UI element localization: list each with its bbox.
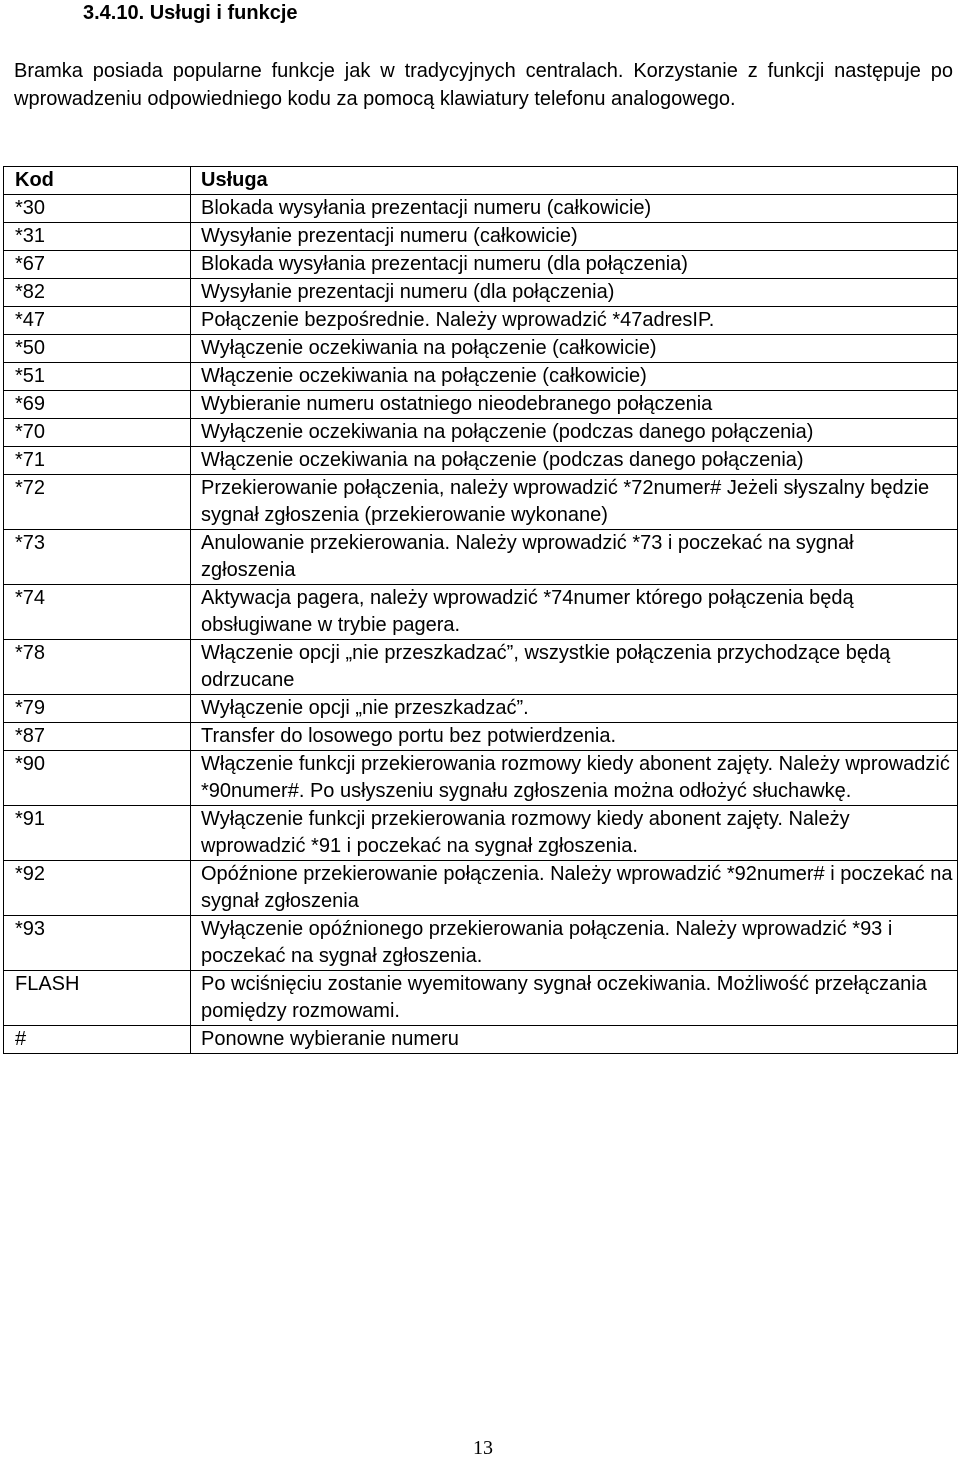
service-cell: Wyłączenie opóźnionego przekierowania połączenia. Należy wprowadzić *93 i poczekać na sygnał zgłoszenia. [191, 916, 958, 971]
service-cell: Włączenie opcji „nie przeszkadzać”, wszystkie połączenia przychodzące będą odrzucane [191, 640, 958, 695]
service-cell: Blokada wysyłania prezentacji numeru (całkowicie) [191, 195, 958, 223]
service-cell: Wyłączenie oczekiwania na połączenie (całkowicie) [191, 335, 958, 363]
table-row [4, 363, 958, 391]
service-cell: Wyłączenie opcji „nie przeszkadzać”. [191, 695, 958, 723]
intro-paragraph: Bramka posiada popularne funkcje jak w tradycyjnych centralach. Korzystanie z funkcji następuje po wprowadzeniu odpowiedniego kodu za pomocą klawiatury telefonu analogowego. [14, 60, 953, 110]
service-cell: Wyłączenie oczekiwania na połączenie (podczas danego połączenia) [191, 419, 958, 447]
service-cell: Aktywacja pagera, należy wprowadzić *74numer którego połączenia będą obsługiwane w trybie pagera. [191, 585, 958, 640]
table-row [4, 391, 958, 419]
table-row [4, 447, 958, 475]
service-cell: Wybieranie numeru ostatniego nieodebranego połączenia [191, 391, 958, 419]
code-cell: *74 [4, 585, 191, 640]
table-row [4, 335, 958, 363]
table-row [4, 195, 958, 223]
code-cell: *93 [4, 916, 191, 971]
code-cell: *82 [4, 279, 191, 307]
code-cell: *67 [4, 251, 191, 279]
table-row [4, 806, 958, 861]
table-row [4, 585, 958, 640]
code-cell: *47 [4, 307, 191, 335]
table-row [4, 971, 958, 1026]
service-cell: Po wciśnięciu zostanie wyemitowany sygnał oczekiwania. Możliwość przełączania pomiędzy rozmowami. [191, 971, 958, 1026]
table-row [4, 307, 958, 335]
code-cell: *91 [4, 806, 191, 861]
service-cell: Blokada wysyłania prezentacji numeru (dla połączenia) [191, 251, 958, 279]
table-row [4, 640, 958, 695]
column-header-code: Kod [4, 167, 191, 195]
table-row [4, 695, 958, 723]
service-cell: Wysyłanie prezentacji numeru (całkowicie) [191, 223, 958, 251]
table-row [4, 1026, 958, 1054]
service-cell: Włączenie oczekiwania na połączenie (całkowicie) [191, 363, 958, 391]
service-cell: Przekierowanie połączenia, należy wprowadzić *72numer# Jeżeli słyszalny będzie sygnał zgłoszenia (przekierowanie wykonane) [191, 475, 958, 530]
table-row [4, 916, 958, 971]
code-cell: # [4, 1026, 191, 1054]
service-cell: Wysyłanie prezentacji numeru (dla połączenia) [191, 279, 958, 307]
table-row [4, 223, 958, 251]
service-cell: Transfer do losowego portu bez potwierdzenia. [191, 723, 958, 751]
code-cell: *70 [4, 419, 191, 447]
code-cell: *73 [4, 530, 191, 585]
code-cell: *71 [4, 447, 191, 475]
table-row [4, 251, 958, 279]
service-cell: Włączenie funkcji przekierowania rozmowy kiedy abonent zajęty. Należy wprowadzić *90numer#. Po usłyszeniu sygnału zgłoszenia można odłożyć słuchawkę. [191, 751, 958, 806]
table-header-row [4, 167, 958, 195]
table-row [4, 861, 958, 916]
table-row [4, 751, 958, 806]
table-row [4, 475, 958, 530]
section-heading: 3.4.10. Usługi i funkcje [83, 2, 298, 24]
service-cell: Połączenie bezpośrednie. Należy wprowadzić *47adresIP. [191, 307, 958, 335]
table-row [4, 419, 958, 447]
code-cell: *79 [4, 695, 191, 723]
table-row [4, 530, 958, 585]
code-cell: *92 [4, 861, 191, 916]
code-cell: *31 [4, 223, 191, 251]
page-number: 13 [473, 1437, 493, 1459]
code-cell: *72 [4, 475, 191, 530]
service-cell: Włączenie oczekiwania na połączenie (podczas danego połączenia) [191, 447, 958, 475]
service-cell: Ponowne wybieranie numeru [191, 1026, 958, 1054]
code-cell: *51 [4, 363, 191, 391]
code-cell: FLASH [4, 971, 191, 1026]
services-table [3, 166, 958, 1054]
code-cell: *30 [4, 195, 191, 223]
service-cell: Anulowanie przekierowania. Należy wprowadzić *73 i poczekać na sygnał zgłoszenia [191, 530, 958, 585]
service-cell: Wyłączenie funkcji przekierowania rozmowy kiedy abonent zajęty. Należy wprowadzić *91 i poczekać na sygnał zgłoszenia. [191, 806, 958, 861]
table-row [4, 723, 958, 751]
table-row [4, 279, 958, 307]
column-header-service: Usługa [191, 167, 958, 195]
code-cell: *87 [4, 723, 191, 751]
code-cell: *50 [4, 335, 191, 363]
code-cell: *90 [4, 751, 191, 806]
service-cell: Opóźnione przekierowanie połączenia. Należy wprowadzić *92numer# i poczekać na sygnał zgłoszenia [191, 861, 958, 916]
code-cell: *69 [4, 391, 191, 419]
code-cell: *78 [4, 640, 191, 695]
